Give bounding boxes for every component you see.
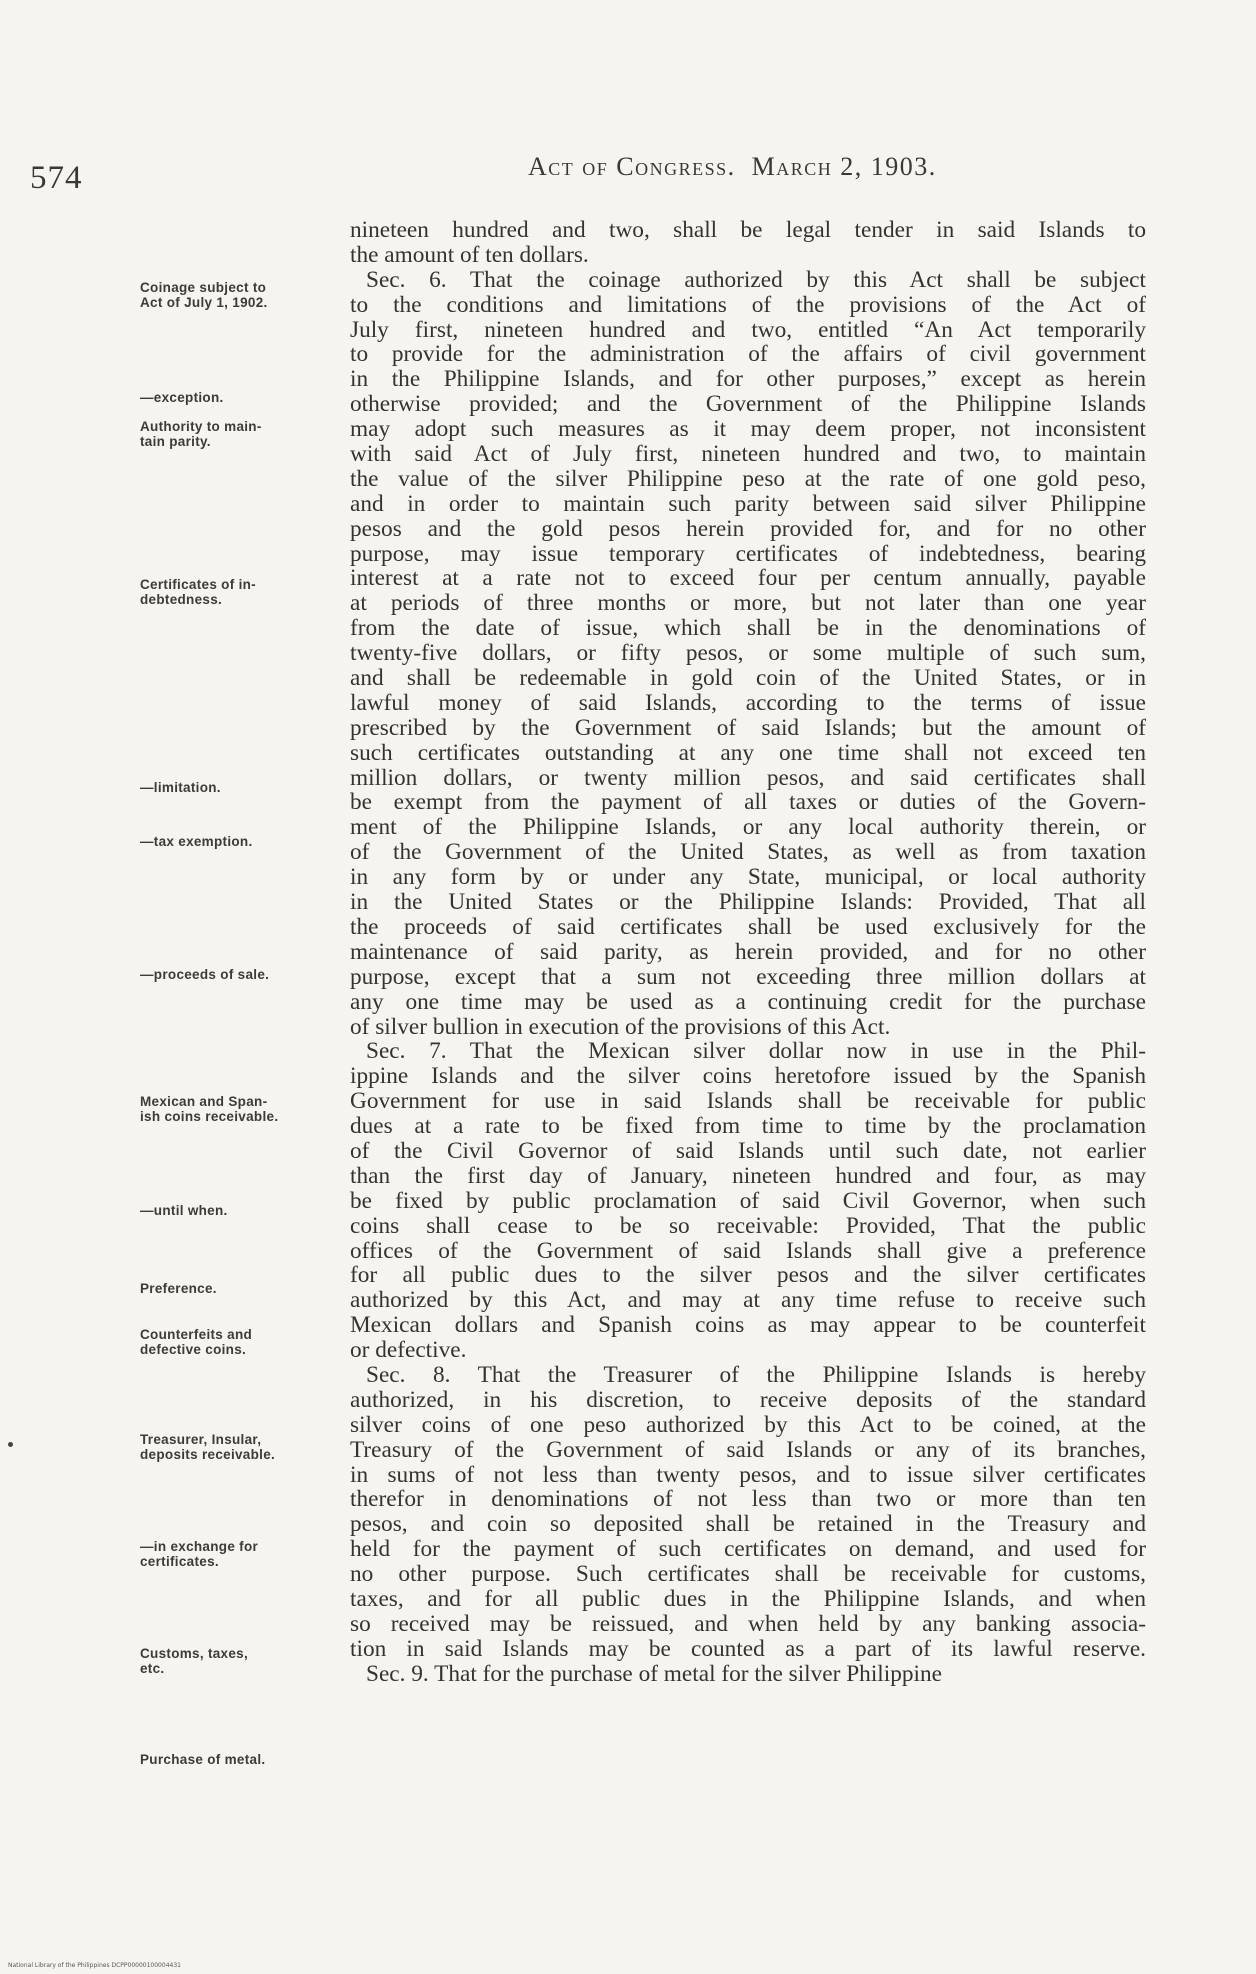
body-line: July first, nineteen hundred and two, entitled “An Act temporarily <box>350 317 1146 343</box>
page-number: 574 <box>30 160 83 196</box>
body-line: purpose, may issue temporary certificates of indebtedness, bearing <box>350 541 1146 567</box>
body-line: of the Civil Governor of said Islands until such date, not earlier <box>350 1138 1146 1164</box>
margin-note: Customs, taxes, etc. <box>140 1646 249 1676</box>
body-line: the value of the silver Philippine peso at the rate of one gold peso, <box>350 466 1146 492</box>
margin-note: —until when. <box>140 1203 228 1218</box>
print-speck <box>8 1442 13 1447</box>
body-line: of silver bullion in execution of the provisions of this Act. <box>350 1014 891 1040</box>
body-line: silver coins of one peso authorized by this Act to be coined, at the <box>350 1412 1146 1438</box>
body-line: pesos, and coin so deposited shall be retained in the Treasury and <box>350 1512 1146 1538</box>
body-line: from the date of issue, which shall be in the denominations of <box>350 616 1146 642</box>
body-line: with said Act of July first, nineteen hundred and two, to maintain <box>350 442 1146 467</box>
margin-note: Certificates of in- debtedness. <box>140 577 256 607</box>
margin-note: Preference. <box>140 1281 217 1296</box>
body-line: Sec. 8. That the Treasurer of the Philippine Islands is hereby <box>366 1362 1146 1388</box>
margin-note: Mexican and Span- ish coins receivable. <box>140 1094 279 1124</box>
body-line: authorized, in his discretion, to receive deposits of the standard <box>350 1387 1146 1413</box>
body-line: in the Philippine Islands, and for other purposes,” except as herein <box>350 367 1146 393</box>
body-line: so received may be reissued, and when held by any banking associa- <box>350 1611 1146 1637</box>
body-line: be exempt from the payment of all taxes or duties of the Govern- <box>350 790 1146 816</box>
body-line: be fixed by public proclamation of said Civil Governor, when such <box>350 1188 1146 1214</box>
body-line: in the United States or the Philippine Islands: Provided, That all <box>350 890 1146 915</box>
running-date: March 2, 1903. <box>751 152 937 181</box>
margin-note: Purchase of metal. <box>140 1752 266 1767</box>
body-line: in sums of not less than twenty pesos, and to issue silver certificates <box>350 1462 1146 1488</box>
body-line: ippine Islands and the silver coins heretofore issued by the Spanish <box>350 1064 1146 1090</box>
body-line: the amount of ten dollars. <box>350 242 589 268</box>
body-line: Sec. 9. That for the purchase of metal for the silver Philippine <box>366 1661 943 1687</box>
body-line: in any form by or under any State, municipal, or local authority <box>350 865 1146 891</box>
margin-note: Treasurer, Insular, deposits receivable. <box>140 1432 276 1462</box>
body-line: of the Government of the United States, as well as from taxation <box>350 840 1146 866</box>
body-line: twenty-five dollars, or fifty pesos, or some multiple of such sum, <box>350 641 1146 667</box>
body-line: lawful money of said Islands, according to the terms of issue <box>350 690 1146 716</box>
body-line: Sec. 6. That the coinage authorized by this Act shall be subject <box>366 267 1146 293</box>
margin-note: Coinage subject to Act of July 1, 1902. <box>140 280 268 310</box>
body-line: ment of the Philippine Islands, or any local authority therein, or <box>350 815 1146 841</box>
margin-note: —limitation. <box>140 780 221 795</box>
body-line: the proceeds of said certificates shall be used exclusively for the <box>350 914 1146 940</box>
margin-note: —exception. <box>140 390 224 405</box>
body-text <box>350 218 1146 1687</box>
body-line: any one time may be used as a continuing credit for the purchase <box>350 989 1146 1015</box>
body-line: maintenance of said parity, as herein provided, and for no other <box>350 939 1146 965</box>
body-line: for all public dues to the silver pesos and the silver certificates <box>350 1263 1146 1289</box>
margin-note: —proceeds of sale. <box>140 967 270 982</box>
body-line: pesos and the gold pesos herein provided for, and for no other <box>350 516 1146 542</box>
body-line: purpose, except that a sum not exceeding three million dollars at <box>350 964 1146 990</box>
body-line: and shall be redeemable in gold coin of the United States, or in <box>350 666 1146 691</box>
body-line: Government for use in said Islands shall be receivable for public <box>350 1089 1146 1115</box>
body-line: dues at a rate to be fixed from time to time by the proclamation <box>350 1114 1146 1139</box>
footer-imprint: National Library of the Philippines DCPP00000100004431 <box>8 1962 181 1969</box>
margin-note: —tax exemption. <box>140 834 253 849</box>
body-line: may adopt such measures as it may deem proper, not inconsistent <box>350 417 1146 443</box>
body-line: nineteen hundred and two, shall be legal tender in said Islands to <box>350 218 1146 243</box>
body-line: or defective. <box>350 1338 467 1363</box>
margin-note: Authority to main- tain parity. <box>140 419 262 449</box>
body-line: Treasury of the Government of said Islands or any of its branches, <box>350 1437 1146 1463</box>
body-line: to provide for the administration of the affairs of civil government <box>350 342 1146 368</box>
body-line: therefor in denominations of not less than two or more than ten <box>350 1487 1146 1513</box>
body-line: tion in said Islands may be counted as a part of its lawful reserve. <box>350 1636 1146 1662</box>
body-line: Sec. 7. That the Mexican silver dollar now in use in the Phil- <box>366 1039 1146 1065</box>
body-line: taxes, and for all public dues in the Philippine Islands, and when <box>350 1586 1146 1612</box>
body-line: offices of the Government of said Islands shall give a preference <box>350 1238 1146 1264</box>
running-head <box>528 152 937 182</box>
body-line: coins shall cease to be so receivable: Provided, That the public <box>350 1213 1146 1239</box>
body-line: authorized by this Act, and may at any time refuse to receive such <box>350 1288 1146 1314</box>
body-line: to the conditions and limitations of the provisions of the Act of <box>350 292 1146 318</box>
body-line: held for the payment of such certificates on demand, and used for <box>350 1537 1146 1563</box>
body-line: such certificates outstanding at any one time shall not exceed ten <box>350 740 1146 766</box>
margin-note: Counterfeits and defective coins. <box>140 1327 253 1357</box>
margin-note: —in exchange for certificates. <box>140 1539 259 1569</box>
body-line: Mexican dollars and Spanish coins as may appear to be counterfeit <box>350 1313 1146 1339</box>
body-line: at periods of three months or more, but not later than one year <box>350 591 1146 617</box>
body-line: prescribed by the Government of said Islands; but the amount of <box>350 715 1146 741</box>
body-line: no other purpose. Such certificates shall be receivable for customs, <box>350 1562 1146 1587</box>
body-line: interest at a rate not to exceed four per centum annually, payable <box>350 566 1146 592</box>
body-line: than the first day of January, nineteen hundred and four, as may <box>350 1163 1146 1189</box>
running-title: Act of Congress. <box>528 152 736 181</box>
body-line: otherwise provided; and the Government of the Philippine Islands <box>350 392 1146 418</box>
body-line: million dollars, or twenty million pesos, and said certificates shall <box>350 765 1146 791</box>
body-line: and in order to maintain such parity between said silver Philippine <box>350 491 1146 517</box>
